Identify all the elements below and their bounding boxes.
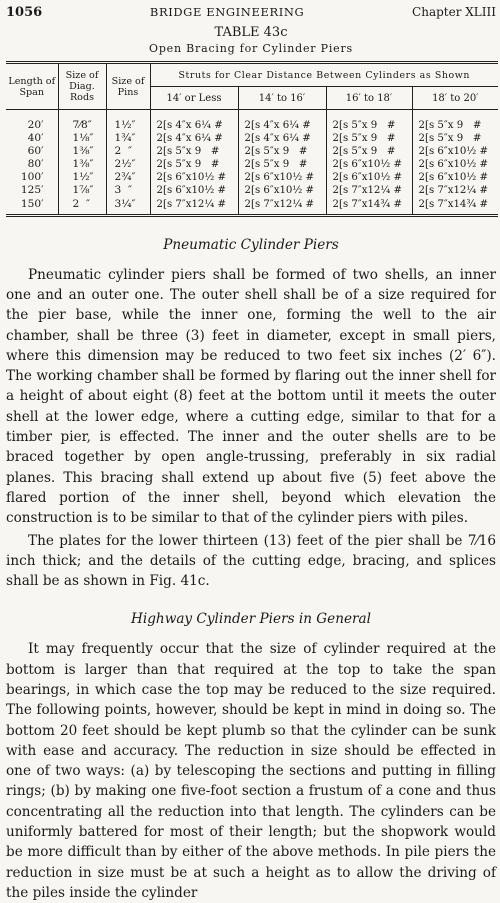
chapter-label: Chapter XLIII	[412, 5, 496, 19]
table-cell-s3: 2[s 5″x 9 #	[326, 145, 412, 158]
table-cell-s2: 2[s 6″x10½ #	[238, 184, 326, 197]
table-cell-span: 60′	[6, 145, 58, 158]
table-row	[6, 110, 498, 133]
table-cell-rod: 1⅛″	[58, 132, 106, 145]
paragraph-highway-1: It may frequently occur that the size of cylinder required at the bottom is larger than that required at the top to take the span bearings, in which case the top may be reduced to the size required. The following points, however, should be kept in mind in doing so. The bottom 20 feet should be kept plumb so that the cylinder can be sunk with ease and accuracy. The reduction in size should be effected in one of two ways: (a) by telescoping the sections and putting in filling rings; (b) by making one five-foot section a frustum of a cone and thus concentrating all the reduction into that length. The cylinders can be uniformly battered for most of their length; but the shopwork would be more difficult than by either of the above methods. In pile piers the reduction in size must be at such a height as to allow the driving of the piles inside the cylinder	[6, 641, 496, 901]
col-header-pins: Size of Pins	[106, 63, 150, 110]
table-cell-rod: 2 ″	[58, 198, 106, 216]
table-cell-s2: 2[s 4″x 6¼ #	[238, 110, 326, 133]
table-cell-s1: 2[s 4″x 6¼ #	[150, 110, 238, 133]
table-cell-s1: 2[s 6″x10½ #	[150, 171, 238, 184]
sub-header-2: 14′ to 16′	[238, 87, 326, 110]
running-head	[6, 4, 496, 21]
table-cell-s4: 2[s 5″x 9 #	[418, 120, 482, 131]
table-row	[6, 145, 498, 158]
table-cell-s3: 2[s 5″x 9 #	[326, 132, 412, 145]
table-cell-s4: 2[s 7″x12¼ #	[418, 185, 489, 197]
table-cell-rod: 1⅞″	[58, 184, 106, 197]
table-row	[6, 171, 498, 184]
table-cell-s3: 2[s 7″x12¼ #	[326, 184, 412, 197]
sub-header-3: 16′ to 18′	[326, 87, 412, 110]
table-cell-span: 125′	[6, 184, 58, 197]
bracing-table	[6, 61, 498, 217]
paragraph-pneumatic-1: Pneumatic cylinder piers shall be formed of two shells, an inner one and an outer one. The outer shell shall be of a size required for the pier base, while the inner one, forming the well to the air chamber, shall be three (3) feet in diameter, except in small piers, where this dimension may be reduced to two feet six inches (2′ 6″). The working chamber shall be formed by flaring out the inner shell for a height of about eight (8) feet at the bottom until it meets the outer shell at the lower edge, where a cutting edge, similar to that for a timber pier, is effected. The inner and the outer shells are to be braced together by open angle-trussing, preferably in six radial planes. This bracing shall extend up about five (5) feet above the flared portion of the inner shell, beyond which elevation the construction is to be similar to that of the cylinder piers with piles.	[6, 266, 496, 527]
col-header-length: Length of Span	[6, 63, 58, 110]
paragraph-pneumatic-2: The plates for the lower thirteen (13) feet of the pier shall be 7⁄16 inch thick; and the details of the cutting edge, bracing, and splices shall be as shown in Fig. 41c.	[6, 532, 496, 590]
table-cell-pin: 2 ″	[106, 145, 150, 158]
table-cell-s4: 2[s 6″x10½ #	[418, 146, 489, 158]
table-cell-s3: 2[s 6″x10½ #	[326, 171, 412, 184]
table-row	[6, 158, 498, 171]
table-cell-span: 40′	[6, 132, 58, 145]
table-cell-span: 100′	[6, 171, 58, 184]
table-cell-rod: 7⁄8″	[58, 110, 106, 133]
table-cell-span: 80′	[6, 158, 58, 171]
table-cell-pin: 2½″	[106, 158, 150, 171]
section-heading-highway: Highway Cylinder Piers in General	[131, 611, 371, 628]
table-cell-s2: 2[s 4″x 6¼ #	[238, 132, 326, 145]
table-cell-s1: 2[s 5″x 9 #	[150, 145, 238, 158]
table-cell-pin: 3 ″	[106, 184, 150, 197]
table-cell-pin: 1½″	[106, 110, 150, 133]
table-cell-s4: 2[s 7″x14¾ #	[412, 198, 498, 216]
table-cell-pin: 3¼″	[106, 198, 150, 216]
page-number: 1056	[6, 5, 43, 20]
table-cell-span: 20′	[6, 110, 58, 133]
table-cell-s4: 2[s 6″x10½ #	[418, 159, 489, 171]
table-cell-s1: 2[s 5″x 9 #	[150, 158, 238, 171]
table-cell-s2: 2[s 5″x 9 #	[238, 158, 326, 171]
table-cell-rod: 1½″	[58, 171, 106, 184]
table-cell-span: 150′	[6, 198, 58, 216]
table-caption: Open Bracing for Cylinder Piers	[149, 42, 353, 55]
table-cell-s4: 2[s 5″x 9 #	[418, 133, 482, 145]
col-header-rods: Size of Diag. Rods	[58, 63, 106, 110]
table-cell-s2: 2[s 5″x 9 #	[238, 145, 326, 158]
table-row	[6, 184, 498, 197]
table-cell-s2: 2[s 6″x10½ #	[238, 171, 326, 184]
table-cell-pin: 2¾″	[106, 171, 150, 184]
table-cell-s1: 2[s 7″x12¼ #	[150, 198, 238, 216]
table-title: TABLE 43c	[214, 25, 288, 40]
table-cell-s3: 2[s 5″x 9 #	[326, 110, 412, 133]
table-cell-rod: 1⅜″	[58, 158, 106, 171]
table-cell-s3: 2[s 6″x10½ #	[326, 158, 412, 171]
table-cell-s3: 2[s 7″x14¾ #	[326, 198, 412, 216]
struts-header: Struts for Clear Distance Between Cylinders as Shown	[150, 63, 498, 87]
table-cell-rod: 1⅜″	[58, 145, 106, 158]
book-title: BRIDGE ENGINEERING	[149, 5, 305, 19]
table-cell-s1: 2[s 4″x 6¼ #	[150, 132, 238, 145]
sub-header-1: 14′ or Less	[150, 87, 238, 110]
sub-header-4: 18′ to 20′	[412, 87, 498, 110]
table-row	[6, 132, 498, 145]
table-cell-s2: 2[s 7″x12¼ #	[238, 198, 326, 216]
table-cell-s1: 2[s 6″x10½ #	[150, 184, 238, 197]
table-cell-pin: 1¾″	[106, 132, 150, 145]
table-body	[6, 110, 498, 216]
table-row	[6, 198, 498, 216]
table-cell-s4: 2[s 6″x10½ #	[418, 172, 489, 184]
section-heading-pneumatic: Pneumatic Cylinder Piers	[163, 236, 339, 253]
